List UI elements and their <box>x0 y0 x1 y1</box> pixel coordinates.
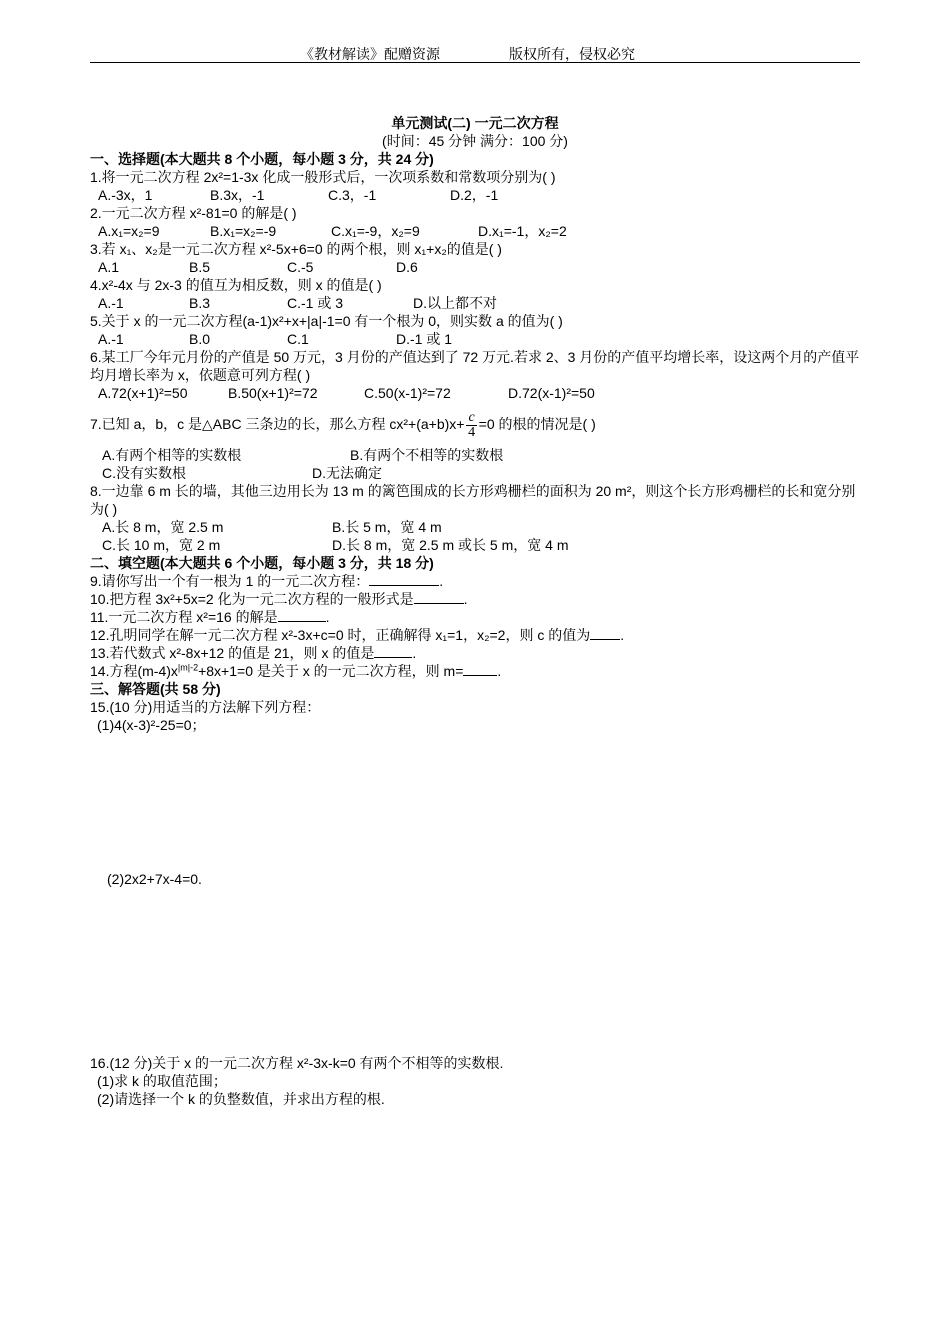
answer-blank[interactable] <box>463 662 497 676</box>
document-body <box>90 114 860 1108</box>
option-c: C.x₁=-9，x₂=9 <box>331 223 420 239</box>
question-7-text: 7.已知 a，b，c 是△ABC 三条边的长，那么方程 cx²+(a+b)x+ <box>90 416 465 432</box>
question-12 <box>90 626 860 644</box>
option-d: D.以上都不对 <box>413 295 497 311</box>
page-title: 单元测试(二) 一元二次方程 <box>391 115 559 131</box>
header-left: 《教材解读》配赠资源 <box>300 48 440 63</box>
question-15-part-1: (1)4(x-3)²-25=0； <box>97 717 206 733</box>
option-b: B.50(x+1)²=72 <box>228 385 318 401</box>
period: . <box>412 645 417 661</box>
option-a: A.-1 <box>98 295 124 311</box>
question-2-options <box>90 222 860 240</box>
question-12-text: 12.孔明同学在解一元二次方程 x²-3x+c=0 时，正确解得 x₁=1，x₂=2，则 c 的值为 <box>90 627 591 643</box>
answer-blank[interactable] <box>590 626 620 640</box>
question-7-text-end: =0 的根的情况是( ) <box>478 416 596 432</box>
period: . <box>497 663 502 679</box>
option-c: C.长 10 m，宽 2 m <box>102 537 221 553</box>
question-15-part-2: (2)2x2+7x-4=0. <box>107 871 202 887</box>
option-c: C.-1 或 3 <box>287 295 344 311</box>
option-c: C.50(x-1)²=72 <box>364 385 451 401</box>
option-b: B.5 <box>189 259 211 275</box>
option-b: B.x₁=x₂=-9 <box>210 223 277 239</box>
question-13 <box>90 644 860 662</box>
section-heading-3: 三、解答题(共 58 分) <box>90 681 221 697</box>
header-right: 版权所有，侵权必究 <box>509 48 635 63</box>
option-d: D.6 <box>396 259 418 275</box>
option-d: D.72(x-1)²=50 <box>508 385 595 401</box>
fraction-denominator: 4 <box>468 424 476 440</box>
answer-space <box>90 734 860 870</box>
option-d: D.x₁=-1，x₂=2 <box>478 223 567 239</box>
question-16-part-1: (1)求 k 的取值范围； <box>97 1073 227 1089</box>
option-c: C.-5 <box>287 259 314 275</box>
question-8-options-row2 <box>90 536 860 554</box>
answer-blank[interactable] <box>374 644 412 658</box>
question-4: 4.x²-4x 与 2x-3 的值互为相反数，则 x 的值是( ) <box>90 277 382 293</box>
option-a: A.72(x+1)²=50 <box>98 385 188 401</box>
period: . <box>463 591 468 607</box>
fraction-c-over-4 <box>466 411 476 440</box>
period: . <box>620 627 625 643</box>
option-c: C.3，-1 <box>328 187 377 203</box>
question-10-text: 10.把方程 3x²+5x=2 化为一元二次方程的一般形式是 <box>90 591 414 607</box>
option-d: D.2，-1 <box>450 187 499 203</box>
question-7 <box>90 402 860 446</box>
option-b: B.长 5 m，宽 4 m <box>332 519 442 535</box>
option-a: A.-3x，1 <box>98 187 153 203</box>
question-6: 6.某工厂今年元月份的产值是 50 万元，3 月份的产值达到了 72 万元.若求 2、3 月份的产值平均增长率，设这两个月的产值平均月增长率为 x，依题意可列方程( ) <box>90 349 860 383</box>
exponent: |m|-2 <box>177 662 199 673</box>
question-3-options <box>90 258 860 276</box>
answer-blank[interactable] <box>414 590 464 604</box>
answer-space <box>90 888 860 1054</box>
option-d: D.长 8 m，宽 2.5 m 或长 5 m，宽 4 m <box>332 537 569 553</box>
question-11 <box>90 608 860 626</box>
question-6-options <box>90 384 860 402</box>
option-a: A.x₁=x₂=9 <box>98 223 160 239</box>
option-b: B.3x，-1 <box>210 187 265 203</box>
question-8-options-row1 <box>90 518 860 536</box>
option-c: C.1 <box>287 331 309 347</box>
question-15: 15.(10 分)用适当的方法解下列方程： <box>90 699 321 715</box>
option-a: A.有两个相等的实数根 <box>102 447 242 463</box>
fraction-numerator: c <box>468 409 475 425</box>
question-14 <box>90 662 860 680</box>
option-c: C.没有实数根 <box>102 465 186 481</box>
option-b: B.0 <box>189 331 211 347</box>
option-d: D.-1 或 1 <box>396 331 453 347</box>
question-14-text-end: +8x+1=0 是关于 x 的一元二次方程，则 m= <box>198 663 464 679</box>
answer-blank[interactable] <box>369 572 439 586</box>
question-9-text: 9.请你写出一个有一根为 1 的一元二次方程： <box>90 573 370 589</box>
section-heading-2: 二、填空题(本大题共 6 个小题，每小题 3 分，共 18 分) <box>90 555 434 571</box>
option-b: B.3 <box>189 295 211 311</box>
period: . <box>439 573 444 589</box>
question-5-options <box>90 330 860 348</box>
question-16-part-2: (2)请选择一个 k 的负整数值，并求出方程的根. <box>97 1091 385 1107</box>
question-4-options <box>90 294 860 312</box>
question-3: 3.若 x₁、x₂是一元二次方程 x²-5x+6=0 的两个根，则 x₁+x₂的值是( ) <box>90 241 502 257</box>
question-1-options <box>90 186 860 204</box>
section-heading-1: 一、选择题(本大题共 8 个小题，每小题 3 分，共 24 分) <box>90 151 434 167</box>
question-16: 16.(12 分)关于 x 的一元二次方程 x²-3x-k=0 有两个不相等的实数根. <box>90 1055 504 1071</box>
question-13-text: 13.若代数式 x²-8x+12 的值是 21，则 x 的值是 <box>90 645 375 661</box>
page-header <box>90 44 860 63</box>
answer-blank[interactable] <box>278 608 326 622</box>
period: . <box>325 609 330 625</box>
option-a: A.长 8 m，宽 2.5 m <box>102 519 224 535</box>
question-7-options-row2 <box>90 464 860 482</box>
page-subtitle: (时间：45 分钟 满分：100 分) <box>382 133 568 149</box>
question-10 <box>90 590 860 608</box>
question-2: 2.一元二次方程 x²-81=0 的解是( ) <box>90 205 297 221</box>
question-14-text: 14.方程(m-4)x <box>90 663 178 679</box>
option-a: A.-1 <box>98 331 124 347</box>
question-7-options-row1 <box>90 446 860 464</box>
question-1: 1.将一元二次方程 2x²=1-3x 化成一般形式后，一次项系数和常数项分别为( ) <box>90 169 556 185</box>
option-a: A.1 <box>98 259 120 275</box>
question-5: 5.关于 x 的一元二次方程(a-1)x²+x+|a|-1=0 有一个根为 0，则实数 a 的值为( ) <box>90 313 563 329</box>
option-d: D.无法确定 <box>312 465 382 481</box>
question-9 <box>90 572 860 590</box>
question-11-text: 11.一元二次方程 x²=16 的解是 <box>90 609 278 625</box>
option-b: B.有两个不相等的实数根 <box>350 447 504 463</box>
question-8: 8.一边靠 6 m 长的墙，其他三边用长为 13 m 的篱笆围成的长方形鸡栅栏的面积为 20 m²，则这个长方形鸡栅栏的长和宽分别为( ) <box>90 483 856 517</box>
